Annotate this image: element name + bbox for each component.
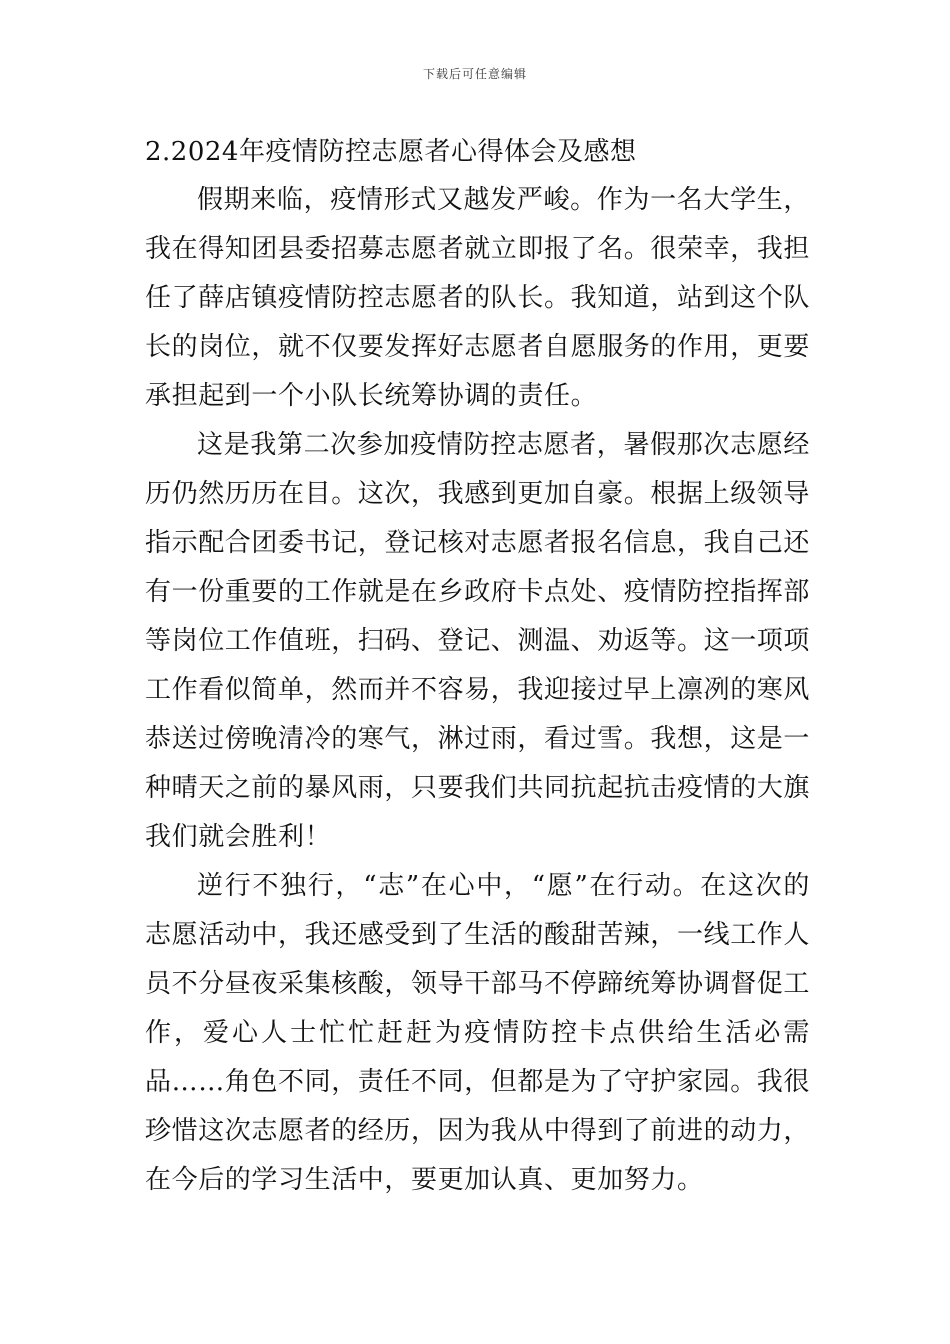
paragraph-1: 假期来临，疫情形式又越发严峻。作为一名大学生，我在得知团县委招募志愿者就立即报了名。很荣幸，我担任了薛店镇疫情防控志愿者的队长。我知道，站到这个队长的岗位，就不仅要发挥好志愿者自愿服务的作用，更要承担起到一个小队长统筹协调的责任。 bbox=[145, 185, 811, 411]
document-body bbox=[145, 176, 810, 1205]
paragraph-3: 逆行不独行，“志”在心中，“愿”在行动。在这次的志愿活动中，我还感受到了生活的酸甜苦辣，一线工作人员不分昼夜采集核酸，领导干部马不停蹄统筹协调督促工作，爱心人士忙忙赶赶为疫情防控卡点供给生活必需品……角色不同，责任不同，但都是为了守护家园。我很珍惜这次志愿者的经历，因为我从中得到了前进的动力，在今后的学习生活中，要更加认真、更加努力。 bbox=[145, 871, 811, 1195]
paragraph-2: 这是我第二次参加疫情防控志愿者，暑假那次志愿经历仍然历历在目。这次，我感到更加自豪。根据上级领导指示配合团委书记，登记核对志愿者报名信息，我自己还有一份重要的工作就是在乡政府卡点处、疫情防控指挥部等岗位工作值班，扫码、登记、测温、劝返等。这一项项工作看似简单，然而并不容易，我迎接过早上凛冽的寒风恭送过傍晚清冷的寒气，淋过雨，看过雪。我想，这是一种晴天之前的暴风雨，只要我们共同抗起抗击疫情的大旗我们就会胜利！ bbox=[145, 430, 811, 852]
document-title: 2.2024年疫情防控志愿者心得体会及感想 bbox=[145, 137, 637, 167]
header-note: 下载后可任意编辑 bbox=[422, 67, 527, 81]
